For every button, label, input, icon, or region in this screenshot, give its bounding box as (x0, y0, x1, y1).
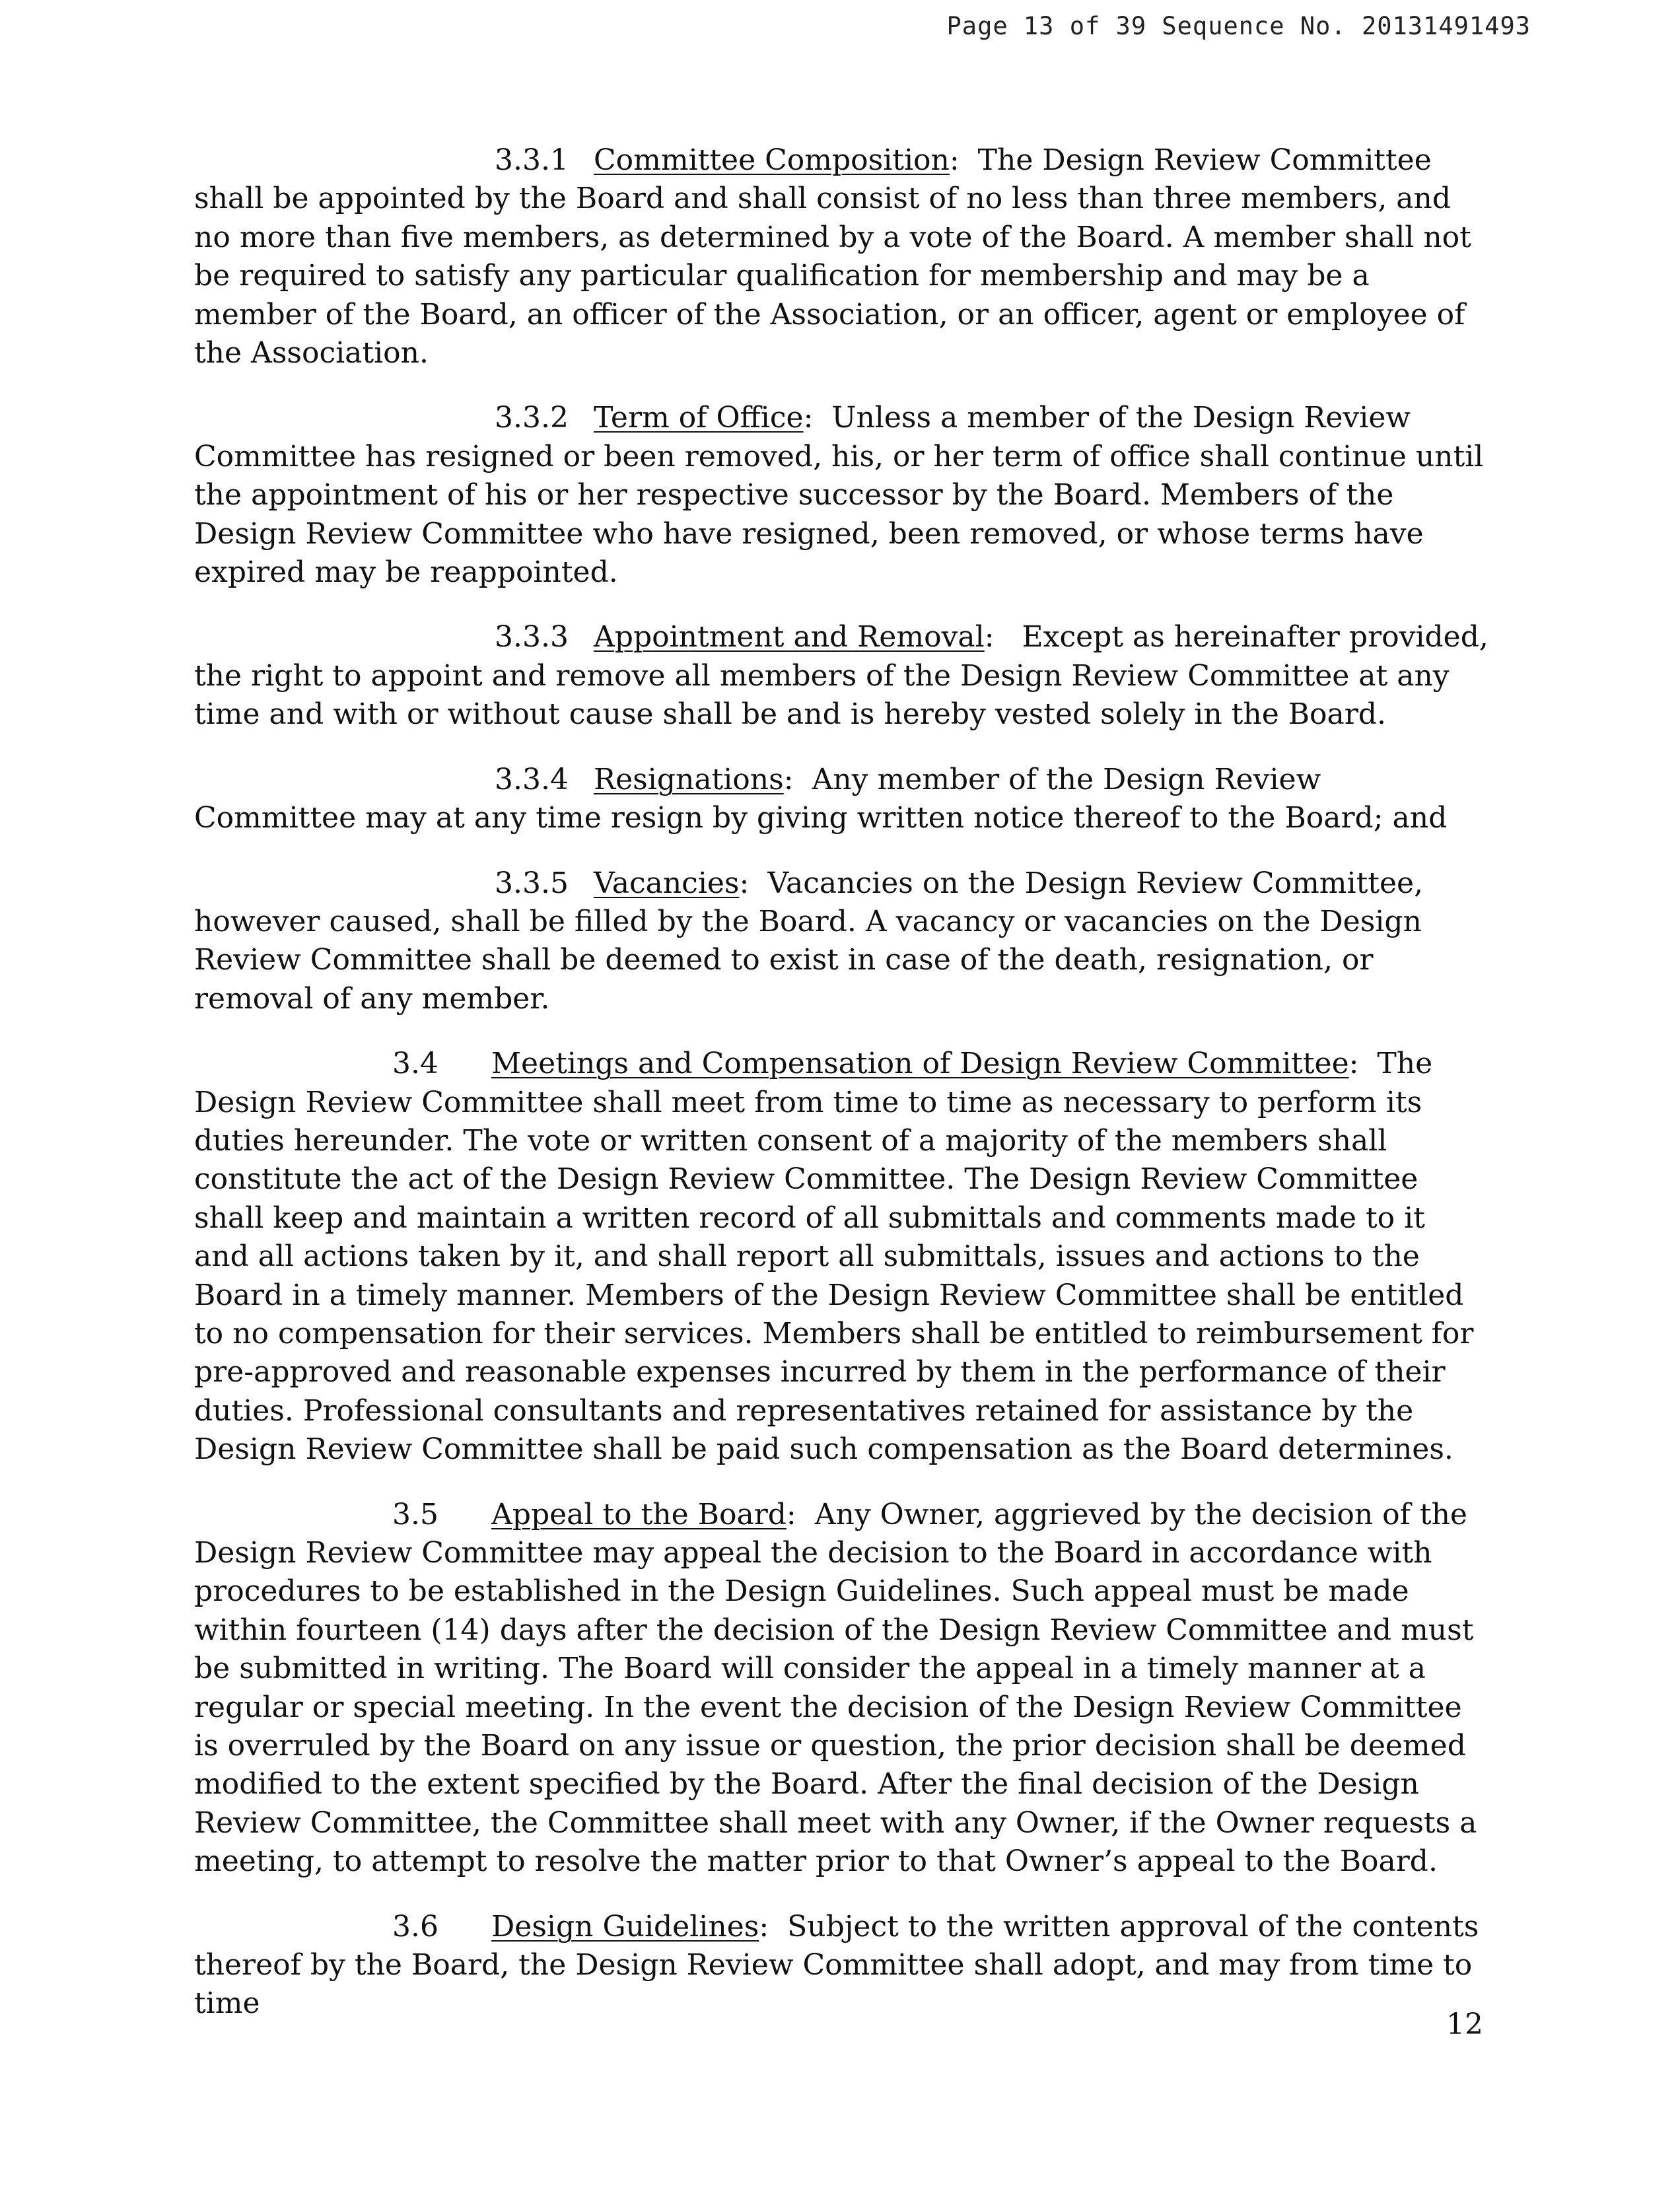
section-heading: Meetings and Compensation of Design Review Committee (491, 1047, 1349, 1081)
section-text: Subject to the written approval of the contents thereof by the Board, the Design Review Committee shall adopt, and may from time to time (194, 1909, 1479, 2021)
section-heading: Vacancies (594, 866, 740, 900)
section-text: Vacancies on the Design Review Committee, however caused, shall be filled by the Board. A vacancy or vacancies on the Design Review Committee shall be deemed to exist in case of the death, resignation, or removal of any member. (194, 866, 1424, 1016)
section-text: Any member of the Design Review Committee may at any time resign by giving written notice thereof to the Board; and (194, 762, 1448, 835)
section-number: 3.3.2 (495, 401, 569, 435)
section-3-6: 3.6 Design Guidelines: Subject to the written approval of the contents thereof by the Board, the Design Review Committee shall adopt, and may from time to time (194, 1908, 1488, 2023)
section-3-3-2: 3.3.2 Term of Office: Unless a member of the Design Review Committee has resigned or been removed, his, or her term of office shall continue until the appointment of his or her respective successor by the Board. Members of the Design Review Committee who have resigned, been removed, or whose terms have expired may be reappointed. (194, 399, 1488, 592)
section-3-3-4: 3.3.4 Resignations: Any member of the Design Review Committee may at any time resign by giving written notice thereof to the Board; and (194, 761, 1488, 838)
section-number: 3.3.5 (495, 866, 569, 900)
section-text: The Design Review Committee shall be appointed by the Board and shall consist of no less than three members, and no more than five members, as determined by a vote of the Board. A member shall not be required to satisfy any particular qualification for membership and may be a member of the Board, an officer of the Association, or an officer, agent or employee of the Association. (194, 143, 1471, 370)
section-3-4: 3.4 Meetings and Compensation of Design Review Committee: The Design Review Committee shall meet from time to time as necessary to perform its duties hereunder. The vote or written consent of a majority of the members shall constitute the act of the Design Review Committee. The Design Review Committee shall keep and maintain a written record of all submittals and comments made to it and all actions taken by it, and shall report all submittals, issues and actions to the Board in a timely manner. Members of the Design Review Committee shall be entitled to no compensation for their services. Members shall be entitled to reimbursement for pre-approved and reasonable expenses incurred by them in the performance of their duties. Professional consultants and representatives retained for assistance by the Design Review Committee shall be paid such compensation as the Board determines. (194, 1045, 1488, 1469)
section-3-3-1: 3.3.1 Committee Composition: The Design Review Committee shall be appointed by the Board and shall consist of no less than three members, and no more than five members, as determined by a vote of the Board. A member shall not be required to satisfy any particular qualification for membership and may be a member of the Board, an officer of the Association, or an officer, agent or employee of the Association. (194, 141, 1488, 372)
document-body (194, 141, 1488, 2050)
section-3-3-3: 3.3.3 Appointment and Removal: Except as hereinafter provided, the right to appoint and remove all members of the Design Review Committee at any time and with or without cause shall be and is hereby vested solely in the Board. (194, 618, 1488, 734)
page-number: 12 (1446, 2008, 1483, 2041)
section-text: The Design Review Committee shall meet from time to time as necessary to perform its duties hereunder. The vote or written consent of a majority of the members shall constitute the act of the Design Review Committee. The Design Review Committee shall keep and maintain a written record of all submittals and comments made to it and all actions taken by it, and shall report all submittals, issues and actions to the Board in a timely manner. Members of the Design Review Committee shall be entitled to no compensation for their services. Members shall be entitled to reimbursement for pre-approved and reasonable expenses incurred by them in the performance of their duties. Professional consultants and representatives retained for assistance by the Design Review Committee shall be paid such compensation as the Board determines. (194, 1047, 1474, 1467)
section-number: 3.3.3 (495, 620, 569, 654)
section-heading: Resignations (594, 762, 784, 796)
section-heading: Term of Office (594, 401, 804, 435)
section-number: 3.4 (392, 1047, 438, 1081)
section-heading: Committee Composition (594, 143, 950, 177)
section-text: Unless a member of the Design Review Committee has resigned or been removed, his, or her term of office shall continue until the appointment of his or her respective successor by the Board. Members of the Design Review Committee who have resigned, been removed, or whose terms have expired may be reappointed. (194, 401, 1484, 590)
section-3-5: 3.5 Appeal to the Board: Any Owner, aggrieved by the decision of the Design Review Committee may appeal the decision to the Board in accordance with procedures to be established in the Design Guidelines. Such appeal must be made within fourteen (14) days after the decision of the Design Review Committee and must be submitted in writing. The Board will consider the appeal in a timely manner at a regular or special meeting. In the event the decision of the Design Review Committee is overruled by the Board on any issue or question, the prior decision shall be deemed modified to the extent specified by the Board. After the final decision of the Design Review Committee, the Committee shall meet with any Owner, if the Owner requests a meeting, to attempt to resolve the matter prior to that Owner’s appeal to the Board. (194, 1496, 1488, 1881)
section-heading: Appeal to the Board (491, 1497, 787, 1531)
section-number: 3.3.4 (495, 762, 569, 796)
section-heading: Design Guidelines (491, 1909, 759, 1944)
section-text: Any Owner, aggrieved by the decision of the Design Review Committee may appeal the decision to the Board in accordance with procedures to be established in the Design Guidelines. Such appeal must be made within fourteen (14) days after the decision of the Design Review Committee and must be submitted in writing. The Board will consider the appeal in a timely manner at a regular or special meeting. In the event the decision of the Design Review Committee is overruled by the Board on any issue or question, the prior decision shall be deemed modified to the extent specified by the Board. After the final decision of the Design Review Committee, the Committee shall meet with any Owner, if the Owner requests a meeting, to attempt to resolve the matter prior to that Owner’s appeal to the Board. (194, 1497, 1477, 1879)
section-number: 3.5 (392, 1497, 438, 1531)
section-number: 3.6 (392, 1909, 438, 1944)
page-sequence-header: Page 13 of 39 Sequence No. 20131491493 (946, 12, 1531, 40)
section-text: Except as hereinafter provided, the right to appoint and remove all members of the Design Review Committee at any time and with or without cause shall be and is hereby vested solely in the Board. (194, 620, 1488, 732)
section-heading: Appointment and Removal (594, 620, 985, 654)
section-3-3-5: 3.3.5 Vacancies: Vacancies on the Design Review Committee, however caused, shall be filled by the Board. A vacancy or vacancies on the Design Review Committee shall be deemed to exist in case of the death, resignation, or removal of any member. (194, 864, 1488, 1019)
section-number: 3.3.1 (495, 143, 569, 177)
